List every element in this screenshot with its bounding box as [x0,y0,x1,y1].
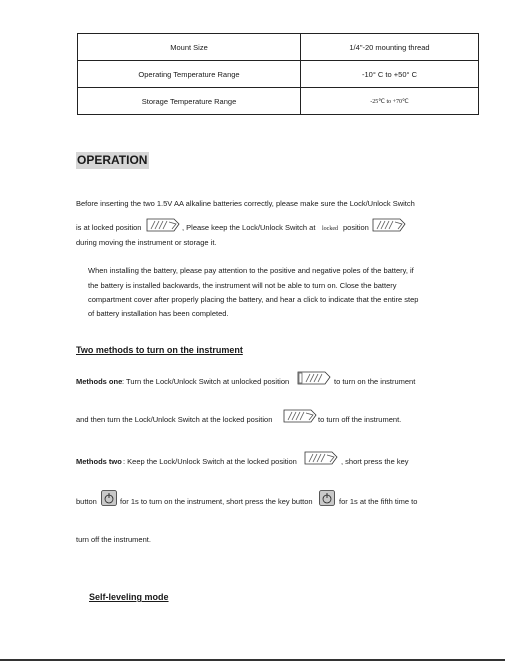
intro-line-2a: is at locked position [76,223,142,232]
lock-unlock-switch-icon [303,449,339,467]
method-two-text-b: , short press the key [341,457,409,466]
method-one-text-a: : Turn the Lock/Unlock Switch at unlocked position [122,377,290,386]
method-one-text-c: and then turn the Lock/Unlock Switch at the locked position [76,415,273,424]
intro-line-2c: locked [322,226,338,232]
method-two-text-d: for 1s to turn on the instrument, short press the key button [120,497,313,506]
spec-label: Mount Size [78,34,301,61]
note-line-1: When installing the battery, please pay attention to the positive and negative poles of the battery, if [88,266,414,275]
table-row [78,61,479,88]
lock-unlock-switch-icon [296,369,332,387]
specs-table [77,33,479,115]
spec-value: -25℃ to +70℃ [301,88,479,115]
self-leveling-title: Self-leveling mode [89,592,169,602]
table-row [78,88,479,115]
intro-line-1: Before inserting the two 1.5V AA alkaline batteries correctly, please make sure the Lock/Unlock Switch [76,199,415,208]
intro-line-2d: position [343,223,369,232]
method-two-label: Methods two [76,457,122,466]
method-two-text-e: for 1s at the fifth time to [339,497,418,506]
two-methods-title: Two methods to turn on the instrument [76,345,243,355]
intro-line-2b: , Please keep the Lock/Unlock Switch at [182,223,316,232]
intro-line-3: during moving the instrument or storage it. [76,238,217,247]
lock-unlock-switch-icon [145,216,181,234]
spec-value: 1/4"-20 mounting thread [301,34,479,61]
method-two-text-f: turn off the instrument. [76,535,151,544]
lock-unlock-switch-icon [282,407,318,425]
method-one-label: Methods one [76,377,123,386]
spec-label: Operating Temperature Range [78,61,301,88]
page-bottom-rule [0,659,505,661]
operation-heading: OPERATION [77,153,148,167]
spec-value: -10° C to +50° C [301,61,479,88]
note-line-2: the battery is installed backwards, the instrument will not be able to turn on. Close the battery [88,281,397,290]
method-two-text-c: button [76,497,97,506]
note-line-4: of battery installation has been completed. [88,309,229,318]
power-key-icon [319,490,335,506]
note-line-3: compartment cover after properly placing the battery, and hear a click to indicate that the entire step [88,295,419,304]
method-one-text-b: to turn on the instrument [334,377,416,386]
method-one-text-d: to turn off the instrument. [318,415,402,424]
power-key-icon [101,490,117,506]
table-row [78,34,479,61]
lock-unlock-switch-icon [371,216,407,234]
spec-label: Storage Temperature Range [78,88,301,115]
method-two-text-a: : Keep the Lock/Unlock Switch at the locked position [123,457,297,466]
